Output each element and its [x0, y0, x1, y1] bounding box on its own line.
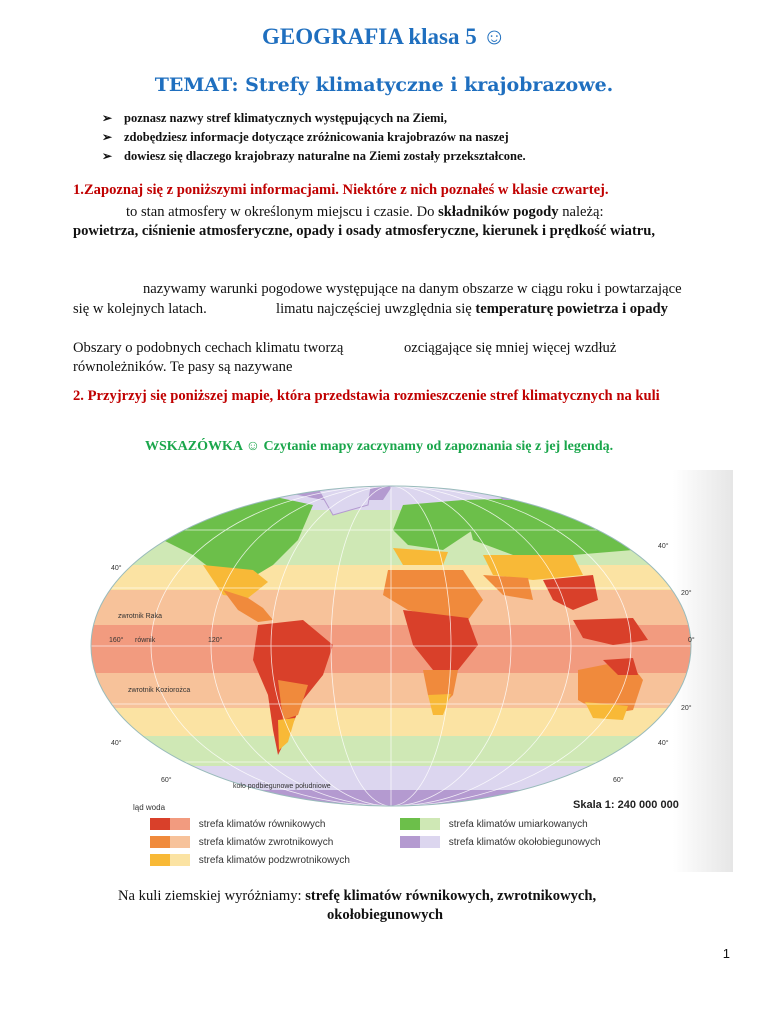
summary-line2: okołobiegunowych	[327, 907, 443, 923]
water-swatch	[420, 818, 440, 830]
lat-label: 20°	[681, 705, 692, 712]
lat-label: 40°	[111, 740, 122, 747]
objective-item: ➢ zdobędziesz informacje dotyczące zróżnicowania krajobrazów na naszej	[102, 128, 722, 147]
legend-item: strefa klimatów umiarkowanych	[400, 818, 588, 830]
water-swatch	[170, 854, 190, 866]
objective-item: ➢ dowiesz się dlaczego krajobrazy naturalne na Ziemi zostały przekształcone.	[102, 147, 722, 166]
weather-definition: to stan atmosfery w określonym miejscu i czasie. Do składników pogody należą:	[126, 204, 604, 220]
map-legend	[133, 803, 166, 812]
lat-label: 60°	[613, 777, 624, 784]
objectives-list	[102, 109, 722, 166]
legend-item: strefa klimatów okołobiegunowych	[400, 836, 601, 848]
lat-label: 40°	[111, 565, 122, 572]
lat-label: 20°	[681, 590, 692, 597]
zones-line2: równoleżników. Te pasy są nazywane	[73, 359, 293, 375]
zones-line1a: Obszary o podobnych cechach klimatu tworzą	[73, 340, 344, 356]
land-swatch	[400, 836, 420, 848]
tropic-capricorn-label: zwrotnik Koziorożca	[128, 687, 191, 694]
asia-temperate	[463, 495, 673, 555]
tropic-cancer-label: zwrotnik Raka	[118, 613, 162, 620]
land-swatch	[150, 836, 170, 848]
weather-components: powietrza, ciśnienie atmosferyczne, opady i osady atmosferyczne, kierunek i prędkość wiatru,	[73, 223, 656, 239]
legend-header: ląd woda	[133, 803, 166, 812]
arrow-bullet-icon: ➢	[102, 111, 113, 125]
water-swatch	[420, 836, 440, 848]
land-swatch	[150, 854, 170, 866]
arrow-bullet-icon: ➢	[102, 130, 113, 144]
zones-line1b: ozciągające się mniej więcej wzdłuż	[404, 340, 617, 356]
water-swatch	[170, 818, 190, 830]
objective-item: ➢ poznasz nazwy stref klimatycznych występujących na Ziemi,	[102, 109, 722, 128]
land-swatch	[400, 818, 420, 830]
climate-zones-map	[73, 470, 733, 872]
equator-label: równik	[135, 637, 156, 644]
legend-item: strefa klimatów równikowych	[150, 818, 326, 830]
land-swatch	[150, 818, 170, 830]
summary-line1: Na kuli ziemskiej wyróżniamy: strefę klimatów równikowych, zwrotnikowych,	[118, 888, 597, 904]
water-swatch	[170, 836, 190, 848]
legend-item: strefa klimatów podzwrotnikowych	[150, 854, 350, 866]
lat-label: 0°	[688, 637, 695, 644]
antarctic-circle-label: koło podbiegunowe południowe	[233, 783, 331, 790]
page-number: 1	[722, 946, 730, 961]
arrow-bullet-icon: ➢	[102, 149, 113, 163]
lat-label: 60°	[161, 777, 172, 784]
lon-label: 160°	[109, 637, 124, 644]
lat-label: 40°	[658, 543, 669, 550]
map-scale: Skala 1: 240 000 000	[573, 799, 679, 811]
section1-heading: 1.Zapoznaj się z poniższymi informacjami. Niektóre z nich poznałeś w klasie czwartej.	[73, 182, 609, 198]
map-hint: WSKAZÓWKA ☺ Czytanie mapy zaczynamy od zapoznania się z jej legendą.	[145, 439, 614, 454]
legend-item: strefa klimatów zwrotnikowych	[150, 836, 333, 848]
page-title: GEOGRAFIA klasa 5 ☺	[262, 24, 506, 49]
map-globe	[73, 470, 713, 816]
lat-label: 40°	[658, 740, 669, 747]
climate-definition-line2: się w kolejnych latach. limatu najczęściej uwzględnia się temperaturę powietrza i opady	[73, 301, 668, 317]
lesson-topic: TEMAT: Strefy klimatyczne i krajobrazowe.	[154, 74, 614, 96]
climate-definition-line1: nazywamy warunki pogodowe występujące na danym obszarze w ciągu roku i powtarzające	[143, 281, 682, 297]
section2-heading: 2. Przyjrzyj się poniższej mapie, która przedstawia rozmieszczenie stref klimatycznych na kuli	[73, 388, 660, 404]
lon-label: 120°	[208, 637, 223, 644]
